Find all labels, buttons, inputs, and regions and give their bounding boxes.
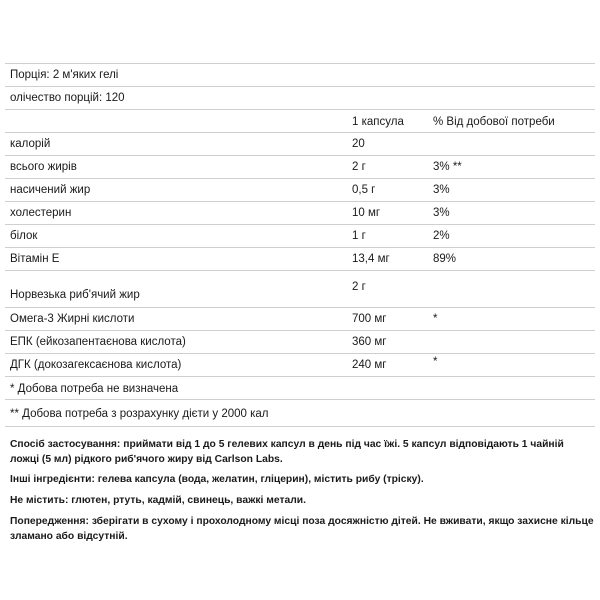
table-row bbox=[5, 202, 595, 225]
nutrient-daily-value: 3% bbox=[433, 184, 450, 196]
serving-size-row bbox=[5, 64, 595, 87]
warning-statement: Попередження: зберігати в сухому і прохолодному місці поза досяжністю дітей. Не вживати, якщо захисне кільце зламано або відсутній. bbox=[10, 516, 594, 542]
nutrient-amount: 10 мг bbox=[352, 207, 381, 219]
nutrient-amount: 240 мг bbox=[352, 359, 387, 371]
nutrient-amount: 0,5 г bbox=[352, 184, 376, 196]
nutrient-amount: 2 г bbox=[352, 161, 366, 173]
free-of-statement: Не містить: глютен, ртуть, кадмій, свинець, важкі метали. bbox=[10, 495, 306, 506]
nutrient-daily-value: 3% ** bbox=[433, 161, 462, 173]
servings-count: олічество порцій: 120 bbox=[10, 92, 125, 104]
nutrient-name: калорій bbox=[10, 138, 51, 150]
column-header-daily-value: % Від добової потреби bbox=[433, 116, 555, 128]
table-header-row bbox=[5, 110, 595, 133]
table-row bbox=[5, 248, 595, 271]
nutrient-daily-value: * bbox=[433, 356, 438, 368]
other-ingredients: Інші інгредієнти: гелева капсула (вода, желатин, гліцерин), містить рибу (тріску). bbox=[10, 474, 424, 485]
nutrient-name: білок bbox=[10, 230, 38, 242]
table-row bbox=[5, 354, 595, 377]
usage-directions: Спосіб застосування: приймати від 1 до 5 гелевих капсул в день під час їжі. 5 капсул відповідають 1 чайній ложці (5 мл) рідкого риб'ячого жиру від Carlson Labs. bbox=[10, 439, 564, 465]
table-row bbox=[5, 271, 595, 308]
nutrient-name: холестерин bbox=[10, 207, 72, 219]
table-row bbox=[5, 179, 595, 202]
nutrient-daily-value: 2% bbox=[433, 230, 450, 242]
nutrient-amount: 1 г bbox=[352, 230, 366, 242]
table-row bbox=[5, 308, 595, 331]
nutrient-amount: 700 мг bbox=[352, 313, 387, 325]
footnote-row bbox=[5, 400, 595, 427]
nutrient-amount: 13,4 мг bbox=[352, 253, 390, 265]
nutrient-daily-value: 3% bbox=[433, 207, 450, 219]
nutrient-name: Вітамін Е bbox=[10, 253, 60, 265]
table-row bbox=[5, 331, 595, 354]
nutrient-daily-value: * bbox=[433, 313, 438, 325]
column-header-amount: 1 капсула bbox=[352, 116, 404, 128]
nutrient-name: насичений жир bbox=[10, 184, 91, 196]
table-row bbox=[5, 225, 595, 248]
nutrient-amount: 20 bbox=[352, 138, 365, 150]
product-notes bbox=[10, 437, 595, 544]
nutrient-daily-value: 89% bbox=[433, 253, 457, 265]
table-row bbox=[5, 156, 595, 179]
footnote-double-asterisk: ** Добова потреба з розрахунку дієти у 2000 кал bbox=[10, 408, 269, 420]
nutrient-amount: 360 мг bbox=[352, 336, 387, 348]
footnote-row bbox=[5, 377, 595, 400]
table-row bbox=[5, 133, 595, 156]
supplement-facts-table bbox=[5, 63, 595, 427]
servings-count-row bbox=[5, 87, 595, 110]
nutrient-name: Норвезька риб'ячий жир bbox=[10, 289, 140, 301]
serving-size: Порція: 2 м'яких гелі bbox=[10, 69, 119, 81]
nutrient-name: всього жирів bbox=[10, 161, 77, 173]
nutrient-name: ЕПК (ейкозапентаєнова кислота) bbox=[10, 336, 186, 348]
nutrient-name: Омега-3 Жирні кислоти bbox=[10, 313, 135, 325]
nutrient-amount: 2 г bbox=[352, 281, 366, 293]
nutrient-name: ДГК (докозагексаєнова кислота) bbox=[10, 359, 182, 371]
footnote-single-asterisk: * Добова потреба не визначена bbox=[10, 383, 179, 395]
